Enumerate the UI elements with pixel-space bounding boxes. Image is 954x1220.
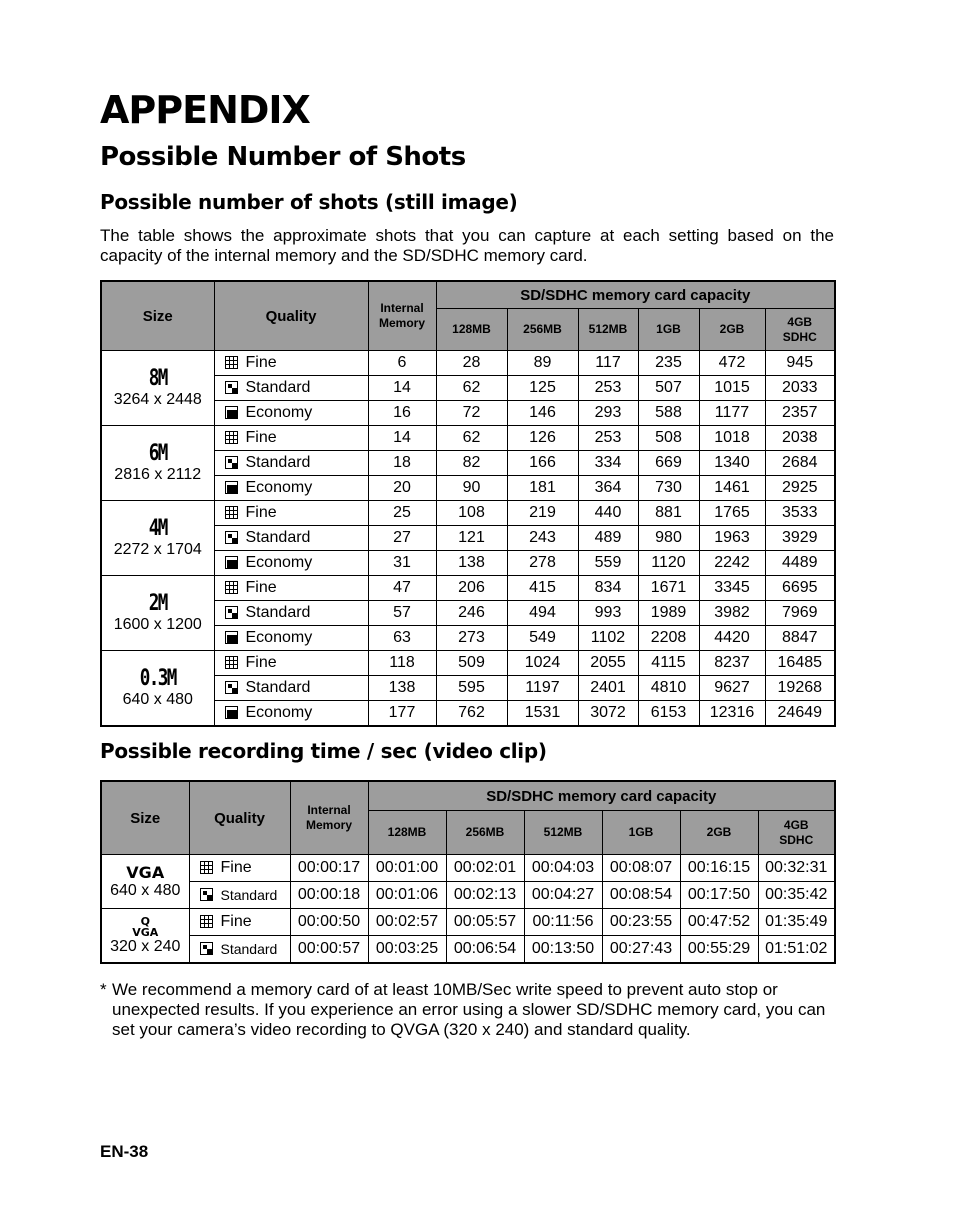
economy-quality-icon (225, 706, 238, 719)
still-value-cell: 364 (578, 476, 638, 501)
resolution-label: 1600 x 1200 (113, 616, 202, 633)
still-value-cell: 62 (436, 376, 507, 401)
header-256mb: 256MB (507, 309, 578, 351)
still-size-cell (101, 651, 214, 727)
still-value-cell: 2357 (765, 401, 835, 426)
still-value-cell: 549 (507, 626, 578, 651)
note-asterisk: * (100, 980, 107, 999)
still-value-cell: 14 (368, 426, 436, 451)
video-value-cell: 00:01:06 (368, 882, 446, 909)
still-quality-cell (214, 576, 368, 601)
fine-quality-icon (200, 915, 213, 928)
video-value-cell: 00:02:57 (368, 909, 446, 936)
video-value-cell: 00:04:27 (524, 882, 602, 909)
video-quality-cell (189, 909, 290, 936)
video-size-cell (101, 909, 189, 964)
economy-quality-icon (225, 481, 238, 494)
still-value-cell: 1120 (638, 551, 699, 576)
still-value-cell: 72 (436, 401, 507, 426)
quality-label: Fine (245, 653, 277, 671)
still-quality-cell (214, 701, 368, 727)
video-value-cell: 00:08:54 (602, 882, 680, 909)
quality-label: Fine (220, 912, 252, 930)
still-value-cell: 16485 (765, 651, 835, 676)
economy-quality-icon (225, 406, 238, 419)
quality-label: Economy (245, 703, 313, 721)
video-value-cell: 00:05:57 (446, 909, 524, 936)
video-header-internal-memory (290, 781, 368, 855)
fine-quality-icon (225, 506, 238, 519)
quality-label: Economy (245, 553, 313, 571)
still-value-cell: 2038 (765, 426, 835, 451)
video-value-cell: 00:00:57 (290, 936, 368, 964)
video-value-cell: 01:51:02 (758, 936, 835, 964)
still-quality-cell (214, 501, 368, 526)
still-value-cell: 246 (436, 601, 507, 626)
still-value-cell: 25 (368, 501, 436, 526)
still-value-cell: 118 (368, 651, 436, 676)
still-value-cell: 489 (578, 526, 638, 551)
quality-label: Standard (245, 528, 311, 546)
video-value-cell: 00:02:13 (446, 882, 524, 909)
still-value-cell: 24649 (765, 701, 835, 727)
still-value-cell: 278 (507, 551, 578, 576)
still-value-cell: 14 (368, 376, 436, 401)
quality-label: Standard (220, 940, 278, 957)
quality-label: Standard (245, 603, 311, 621)
video-value-cell: 00:11:56 (524, 909, 602, 936)
still-value-cell: 1461 (699, 476, 765, 501)
still-value-cell: 219 (507, 501, 578, 526)
still-value-cell: 273 (436, 626, 507, 651)
still-quality-cell (214, 476, 368, 501)
still-value-cell: 1177 (699, 401, 765, 426)
video-table-body (101, 855, 835, 964)
still-value-cell: 9627 (699, 676, 765, 701)
video-value-cell: 00:00:50 (290, 909, 368, 936)
still-value-cell: 1989 (638, 601, 699, 626)
still-value-cell: 508 (638, 426, 699, 451)
video-header-1gb: 1GB (602, 811, 680, 855)
still-value-cell: 588 (638, 401, 699, 426)
still-table-body (101, 351, 835, 727)
still-value-cell: 2401 (578, 676, 638, 701)
still-value-cell: 16 (368, 401, 436, 426)
header-quality: Quality (214, 281, 368, 351)
header-2gb: 2GB (699, 309, 765, 351)
still-quality-cell (214, 676, 368, 701)
still-value-cell: 2208 (638, 626, 699, 651)
still-value-cell: 4810 (638, 676, 699, 701)
still-value-cell: 89 (507, 351, 578, 376)
still-value-cell: 4115 (638, 651, 699, 676)
still-value-cell: 126 (507, 426, 578, 451)
standard-quality-icon (225, 456, 238, 469)
still-quality-cell (214, 601, 368, 626)
still-value-cell: 3345 (699, 576, 765, 601)
still-value-cell: 47 (368, 576, 436, 601)
video-value-cell: 00:55:29 (680, 936, 758, 964)
video-value-cell: 00:03:25 (368, 936, 446, 964)
header-size: Size (101, 281, 214, 351)
fine-quality-icon (225, 431, 238, 444)
fine-quality-icon (225, 356, 238, 369)
still-value-cell: 2242 (699, 551, 765, 576)
megapixel-icon: 4M (148, 516, 167, 541)
qvga-resolution-icon: Q (140, 914, 150, 928)
header-512mb: 512MB (578, 309, 638, 351)
video-quality-cell (189, 855, 290, 882)
still-value-cell: 62 (436, 426, 507, 451)
still-value-cell: 27 (368, 526, 436, 551)
still-table-row (101, 501, 835, 526)
standard-quality-icon (200, 942, 213, 955)
still-value-cell: 3982 (699, 601, 765, 626)
video-value-cell: 00:02:01 (446, 855, 524, 882)
note-text: We recommend a memory card of at least 10MB/Sec write speed to prevent auto stop or unexpected results. If you experience an error using a slower SD/SDHC memory card, you can set your camera’s video recording to QVGA (320 x 240) and standard quality. (112, 980, 826, 1039)
still-value-cell: 20 (368, 476, 436, 501)
still-value-cell: 440 (578, 501, 638, 526)
still-value-cell: 177 (368, 701, 436, 727)
still-value-cell: 494 (507, 601, 578, 626)
still-value-cell: 117 (578, 351, 638, 376)
video-value-cell: 01:35:49 (758, 909, 835, 936)
still-value-cell: 6 (368, 351, 436, 376)
economy-quality-icon (225, 631, 238, 644)
video-value-cell: 00:00:17 (290, 855, 368, 882)
still-value-cell: 1671 (638, 576, 699, 601)
still-table-row (101, 576, 835, 601)
still-value-cell: 253 (578, 376, 638, 401)
standard-quality-icon (225, 681, 238, 694)
still-table-row (101, 351, 835, 376)
video-heading: Possible recording time / sec (video clip) (100, 739, 547, 763)
still-value-cell: 28 (436, 351, 507, 376)
header-card-capacity: SD/SDHC memory card capacity (436, 281, 835, 309)
still-value-cell: 253 (578, 426, 638, 451)
quality-label: Economy (245, 403, 313, 421)
quality-label: Standard (245, 453, 311, 471)
still-value-cell: 1102 (578, 626, 638, 651)
still-value-cell: 7969 (765, 601, 835, 626)
still-value-cell: 595 (436, 676, 507, 701)
resolution-label: 3264 x 2448 (113, 391, 202, 408)
still-value-cell: 993 (578, 601, 638, 626)
still-value-cell: 415 (507, 576, 578, 601)
standard-quality-icon (200, 888, 213, 901)
economy-quality-icon (225, 556, 238, 569)
still-value-cell: 2684 (765, 451, 835, 476)
video-value-cell: 00:08:07 (602, 855, 680, 882)
video-value-cell: 00:01:00 (368, 855, 446, 882)
section-title: Possible Number of Shots (100, 142, 466, 172)
still-value-cell: 1197 (507, 676, 578, 701)
still-size-cell (101, 426, 214, 501)
video-table-row (101, 855, 835, 882)
megapixel-icon: 6M (148, 441, 167, 466)
video-time-table (100, 780, 836, 964)
resolution-label: 320 x 240 (110, 937, 181, 955)
video-value-cell: 00:16:15 (680, 855, 758, 882)
still-value-cell: 125 (507, 376, 578, 401)
quality-label: Fine (220, 858, 252, 876)
still-quality-cell (214, 451, 368, 476)
still-value-cell: 509 (436, 651, 507, 676)
still-quality-cell (214, 526, 368, 551)
still-quality-cell (214, 651, 368, 676)
resolution-label: 640 x 480 (110, 881, 181, 899)
still-value-cell: 181 (507, 476, 578, 501)
still-value-cell: 1015 (699, 376, 765, 401)
still-value-cell: 334 (578, 451, 638, 476)
quality-label: Fine (245, 503, 277, 521)
video-value-cell: 00:06:54 (446, 936, 524, 964)
video-value-cell: 00:32:31 (758, 855, 835, 882)
still-value-cell: 18 (368, 451, 436, 476)
still-value-cell: 730 (638, 476, 699, 501)
still-value-cell: 206 (436, 576, 507, 601)
still-value-cell: 2925 (765, 476, 835, 501)
header-4gb-line2: SDHC (782, 329, 817, 344)
page-number: EN-38 (100, 1142, 149, 1161)
still-value-cell: 881 (638, 501, 699, 526)
standard-quality-icon (225, 606, 238, 619)
video-header-4gb-line1: 4GB (783, 817, 809, 832)
quality-label: Standard (245, 378, 311, 396)
video-quality-cell (189, 936, 290, 964)
standard-quality-icon (225, 531, 238, 544)
still-value-cell: 507 (638, 376, 699, 401)
still-value-cell: 63 (368, 626, 436, 651)
still-value-cell: 762 (436, 701, 507, 727)
video-header-512mb: 512MB (524, 811, 602, 855)
still-value-cell: 121 (436, 526, 507, 551)
still-value-cell: 472 (699, 351, 765, 376)
still-value-cell: 980 (638, 526, 699, 551)
still-value-cell: 669 (638, 451, 699, 476)
still-value-cell: 6153 (638, 701, 699, 727)
quality-label: Standard (220, 886, 278, 903)
still-value-cell: 3072 (578, 701, 638, 727)
quality-label: Standard (245, 678, 311, 696)
fine-quality-icon (225, 656, 238, 669)
video-resolution-icon: VGA (132, 925, 159, 939)
resolution-label: 2816 x 2112 (114, 466, 202, 483)
resolution-label: 2272 x 1704 (113, 541, 202, 558)
still-size-cell (101, 351, 214, 426)
still-value-cell: 1963 (699, 526, 765, 551)
still-value-cell: 834 (578, 576, 638, 601)
video-value-cell: 00:17:50 (680, 882, 758, 909)
video-quality-cell (189, 882, 290, 909)
still-value-cell: 559 (578, 551, 638, 576)
megapixel-icon: 2M (148, 591, 167, 616)
still-value-cell: 31 (368, 551, 436, 576)
video-value-cell: 00:00:18 (290, 882, 368, 909)
still-value-cell: 166 (507, 451, 578, 476)
video-table-row (101, 909, 835, 936)
video-value-cell: 00:04:03 (524, 855, 602, 882)
still-quality-cell (214, 426, 368, 451)
quality-label: Fine (245, 353, 277, 371)
still-size-cell (101, 576, 214, 651)
video-header-card-capacity: SD/SDHC memory card capacity (368, 781, 835, 811)
video-header-internal-line1: Internal (307, 803, 351, 817)
video-header-size: Size (101, 781, 189, 855)
header-128mb: 128MB (436, 309, 507, 351)
video-table-row (101, 882, 835, 909)
still-value-cell: 243 (507, 526, 578, 551)
header-internal-line1: Internal (380, 301, 424, 315)
video-header-256mb: 256MB (446, 811, 524, 855)
still-heading: Possible number of shots (still image) (100, 190, 518, 214)
recommendation-note (100, 980, 834, 1040)
video-value-cell: 00:35:42 (758, 882, 835, 909)
still-value-cell: 57 (368, 601, 436, 626)
video-resolution-icon: VGA (126, 862, 165, 882)
header-1gb: 1GB (638, 309, 699, 351)
resolution-label: 640 x 480 (122, 691, 193, 708)
still-value-cell: 945 (765, 351, 835, 376)
still-value-cell: 235 (638, 351, 699, 376)
header-internal-memory (368, 281, 436, 351)
still-quality-cell (214, 351, 368, 376)
video-value-cell: 00:27:43 (602, 936, 680, 964)
quality-label: Economy (245, 478, 313, 496)
header-4gb-line1: 4GB (787, 314, 813, 329)
still-value-cell: 1018 (699, 426, 765, 451)
still-value-cell: 1765 (699, 501, 765, 526)
video-size-cell (101, 855, 189, 909)
still-value-cell: 82 (436, 451, 507, 476)
quality-label: Fine (245, 578, 277, 596)
still-table-row (101, 426, 835, 451)
still-value-cell: 6695 (765, 576, 835, 601)
video-value-cell: 00:13:50 (524, 936, 602, 964)
still-value-cell: 293 (578, 401, 638, 426)
video-header-2gb: 2GB (680, 811, 758, 855)
still-value-cell: 4489 (765, 551, 835, 576)
video-header-128mb: 128MB (368, 811, 446, 855)
still-table-row (101, 651, 835, 676)
still-value-cell: 1024 (507, 651, 578, 676)
still-value-cell: 90 (436, 476, 507, 501)
still-quality-cell (214, 551, 368, 576)
still-value-cell: 2033 (765, 376, 835, 401)
header-internal-line2: Memory (378, 316, 425, 330)
still-value-cell: 1340 (699, 451, 765, 476)
still-value-cell: 4420 (699, 626, 765, 651)
still-value-cell: 138 (436, 551, 507, 576)
appendix-title: APPENDIX (100, 88, 310, 132)
video-value-cell: 00:47:52 (680, 909, 758, 936)
still-quality-cell (214, 401, 368, 426)
still-value-cell: 146 (507, 401, 578, 426)
intro-paragraph: The table shows the approximate shots that you can capture at each setting based on the capacity of the internal memory and the SD/SDHC memory card. (100, 226, 834, 265)
video-header-internal-line2: Memory (305, 818, 352, 832)
still-value-cell: 19268 (765, 676, 835, 701)
still-value-cell: 12316 (699, 701, 765, 727)
still-size-cell (101, 501, 214, 576)
megapixel-icon: 0.3M (139, 666, 176, 691)
still-value-cell: 138 (368, 676, 436, 701)
still-value-cell: 8237 (699, 651, 765, 676)
still-value-cell: 3533 (765, 501, 835, 526)
still-value-cell: 2055 (578, 651, 638, 676)
fine-quality-icon (225, 581, 238, 594)
header-4gb (765, 309, 835, 351)
video-value-cell: 00:23:55 (602, 909, 680, 936)
still-value-cell: 108 (436, 501, 507, 526)
quality-label: Economy (245, 628, 313, 646)
still-value-cell: 8847 (765, 626, 835, 651)
megapixel-icon: 8M (148, 366, 167, 391)
video-table-row (101, 936, 835, 964)
video-header-quality: Quality (189, 781, 290, 855)
quality-label: Fine (245, 428, 277, 446)
still-shots-table (100, 280, 836, 727)
still-value-cell: 1531 (507, 701, 578, 727)
standard-quality-icon (225, 381, 238, 394)
still-value-cell: 3929 (765, 526, 835, 551)
fine-quality-icon (200, 861, 213, 874)
video-header-4gb (758, 811, 835, 855)
still-quality-cell (214, 626, 368, 651)
still-quality-cell (214, 376, 368, 401)
video-header-4gb-line2: SDHC (779, 832, 814, 847)
